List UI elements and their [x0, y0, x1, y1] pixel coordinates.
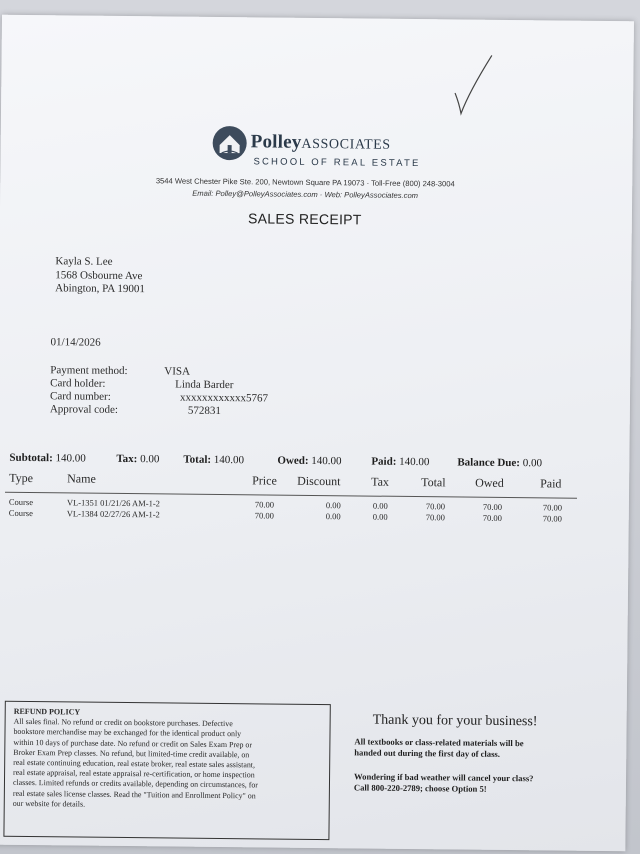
refund-policy-line: All sales final. No refund or credit on bookstore purchases. Defective [13, 717, 233, 729]
payment-method-value: VISA [164, 365, 191, 378]
customer-street: 1568 Osbourne Ave [55, 268, 143, 282]
owed-label: Owed: [277, 454, 309, 467]
owed-value: 140.00 [311, 454, 342, 468]
col-header-discount: Discount [297, 473, 341, 489]
col-header-total: Total [421, 475, 446, 490]
refund-policy-line: Broker Exam Prep classes. No refund, but limited-time credit available, on [13, 747, 250, 760]
col-header-tax: Tax [371, 474, 390, 489]
school-address: 3544 West Chester Pike Ste. 200, Newtown Square PA 19073 · Toll-Free (800) 248-3004 [155, 176, 455, 189]
receipt-paper [0, 15, 634, 852]
logo-name: Polley [250, 131, 302, 153]
col-header-type: Type [9, 470, 34, 486]
table-row-2-total: 70.00 [425, 512, 445, 523]
card-number-label: Card number: [49, 390, 111, 403]
refund-policy-line: real estate sales license classes. Read the "Tuition and Enrollment Policy" on [12, 788, 256, 801]
customer-address-block [55, 255, 145, 296]
table-row-1-paid: 70.00 [542, 502, 563, 513]
school-contact: Email: Polley@PolleyAssociates.com · Web: PolleyAssociates.com [192, 188, 419, 201]
approval-code-value: 572831 [187, 404, 221, 418]
subtotal-value: 140.00 [55, 452, 86, 465]
thank-you-message: Thank you for your business! [372, 712, 538, 730]
col-header-price: Price [252, 473, 277, 488]
materials-note-line-1: All textbooks or class-related materials will be [354, 736, 524, 749]
col-header-name: Name [67, 471, 96, 486]
payment-method-label: Payment method: [50, 364, 128, 378]
col-header-owed: Owed [475, 475, 504, 490]
owed-summary [277, 455, 341, 468]
refund-policy-box [3, 701, 330, 840]
card-holder-label: Card holder: [50, 377, 106, 390]
paid-label: Paid: [371, 455, 397, 468]
balance-value: 0.00 [522, 457, 543, 470]
subtotal-summary [9, 452, 86, 465]
tax-summary [116, 453, 159, 465]
table-row-2-paid: 70.00 [542, 513, 562, 524]
table-row-2-owed: 70.00 [482, 512, 502, 523]
customer-city: Abington, PA 19001 [55, 282, 145, 296]
subtotal-label: Subtotal: [9, 451, 53, 465]
table-row-1-name: VL-1351 01/21/26 AM-1-2 [66, 497, 160, 509]
table-row-1-tax: 0.00 [372, 500, 388, 511]
table-row-1-owed: 70.00 [482, 501, 503, 512]
materials-note-line-2: handed out during the first day of class. [354, 747, 500, 759]
total-summary [183, 454, 244, 467]
logo-subtitle: SCHOOL OF REAL ESTATE [253, 156, 421, 170]
house-book-logo-icon [210, 123, 248, 163]
weather-note-line-1: Wondering if bad weather will cancel your class? [354, 771, 534, 784]
total-value: 140.00 [213, 453, 245, 467]
table-row-2-type: Course [8, 507, 33, 519]
tax-value: 0.00 [140, 453, 160, 466]
logo-associates: ASSOCIATES [301, 136, 391, 153]
table-row-1-price: 70.00 [254, 499, 275, 510]
table-row-1-type: Course [8, 496, 34, 508]
balance-label: Balance Due: [457, 456, 521, 470]
table-row-2-name: VL-1384 02/27/26 AM-1-2 [66, 508, 160, 520]
refund-policy-line: real estate appraisal, real estate appraisal re-certification, or home inspection [13, 768, 255, 780]
refund-policy-line: bookstore merchandise may be exchanged for the identical product only [13, 727, 242, 739]
total-label: Total: [183, 453, 212, 466]
balance-summary [457, 456, 542, 469]
refund-policy-title: REFUND POLICY [13, 706, 81, 717]
table-row-2-price: 70.00 [254, 510, 274, 521]
handwritten-checkmark [453, 51, 494, 121]
logo-wordmark [251, 131, 391, 154]
customer-name: Kayla S. Lee [55, 255, 113, 268]
refund-policy-line: our website for details. [12, 798, 86, 809]
table-row-1-discount: 0.00 [325, 500, 341, 511]
refund-policy-line: within 10 days of purchase date. No refund or credit on Sales Exam Prep or [13, 737, 253, 749]
card-number-value: xxxxxxxxxxxx5767 [179, 391, 269, 405]
card-holder-value: Linda Barder [175, 378, 234, 392]
table-row-1-total: 70.00 [425, 501, 446, 512]
approval-code-label: Approval code: [49, 403, 119, 416]
refund-policy-line: classes. Limited refunds or credits available, depending on circumstances, for [12, 778, 258, 790]
table-row-2-discount: 0.00 [325, 511, 341, 522]
refund-policy-line: real estate continuing education, real estate broker, real estate sales assistant, [13, 757, 256, 770]
weather-note-line-2: Call 800-220-2789; choose Option 5! [353, 782, 487, 794]
tax-label: Tax: [116, 452, 138, 466]
table-row-2-tax: 0.00 [372, 511, 388, 522]
paid-value: 140.00 [399, 455, 430, 469]
col-header-paid: Paid [540, 476, 562, 491]
receipt-title: SALES RECEIPT [248, 210, 362, 228]
receipt-date: 01/14/2026 [50, 336, 101, 349]
paid-summary [371, 456, 429, 469]
